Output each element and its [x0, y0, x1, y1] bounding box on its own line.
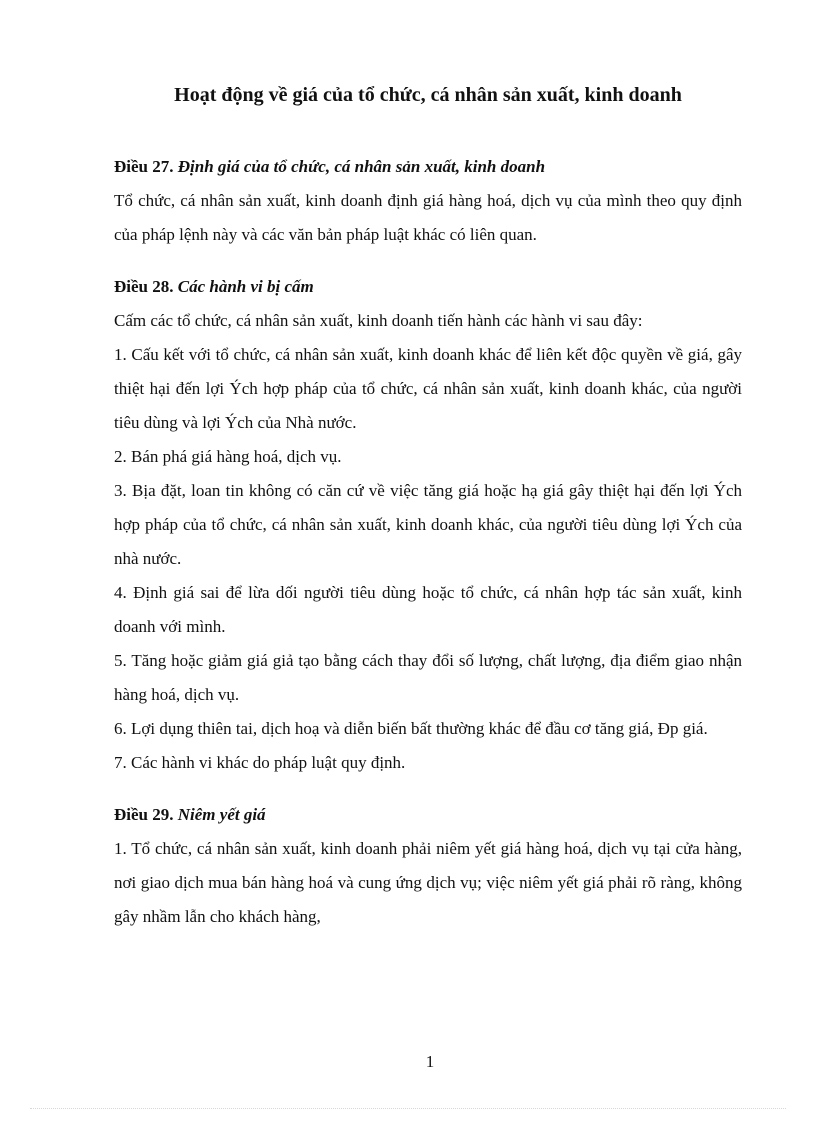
document-body [114, 150, 742, 934]
article-28 [114, 270, 742, 780]
article-name: Các hành vi bị cấm [177, 277, 314, 296]
article-heading [114, 270, 742, 304]
article-paragraph: 4. Định giá sai để lừa dối người tiêu dùng hoặc tổ chức, cá nhân hợp tác sản xuất, kinh doanh với mình. [114, 583, 742, 636]
article-paragraph: 6. Lợi dụng thiên tai, dịch hoạ và diễn biến bất thường khác để đầu cơ tăng giá, Đp giá. [114, 719, 708, 738]
article-paragraph: 1. Tổ chức, cá nhân sản xuất, kinh doanh phải niêm yết giá hàng hoá, dịch vụ tại cửa hàng, nơi giao dịch mua bán hàng hoá và cung ứng dịch vụ; việc niêm yết giá phải rõ ràng, không gây nhầm lẫn cho khách hàng, [114, 839, 742, 926]
article-heading [114, 150, 742, 184]
article-name: Định giá của tổ chức, cá nhân sản xuất, kinh doanh [177, 157, 546, 176]
article-paragraph: 1. Cấu kết với tổ chức, cá nhân sản xuất, kinh doanh khác để liên kết độc quyền về giá, gây thiệt hại đến lợi Ých hợp pháp của tổ chức, cá nhân sản xuất, kinh doanh khác, của người tiêu dùng và lợi Ých của Nhà nước. [114, 345, 742, 432]
page-bottom-divider [30, 1108, 786, 1109]
article-paragraph: Tổ chức, cá nhân sản xuất, kinh doanh định giá hàng hoá, dịch vụ của mình theo quy định của pháp lệnh này và các văn bản pháp luật khác có liên quan. [114, 191, 742, 244]
article-paragraph: 2. Bán phá giá hàng hoá, dịch vụ. [114, 447, 342, 466]
article-paragraph: 5. Tăng hoặc giảm giá giả tạo bằng cách thay đổi số lượng, chất lượng, địa điểm giao nhận hàng hoá, dịch vụ. [114, 651, 742, 704]
article-heading [114, 798, 742, 832]
article-number: Điều 27. [114, 157, 174, 176]
article-paragraph: Cấm các tổ chức, cá nhân sản xuất, kinh doanh tiến hành các hành vi sau đây: [114, 311, 643, 330]
article-27 [114, 150, 742, 252]
article-paragraph: 3. Bịa đặt, loan tin không có căn cứ về việc tăng giá hoặc hạ giá gây thiệt hại đến lợi Ých hợp pháp của tổ chức, cá nhân sản xuất, kinh doanh khác, của người tiêu dùng lợi Ých của nhà nước. [114, 481, 742, 568]
article-name: Niêm yết giá [177, 805, 266, 824]
page-number: 1 [425, 1052, 435, 1071]
article-number: Điều 29. [114, 805, 174, 824]
article-29 [114, 798, 742, 934]
document-title: Hoạt động về giá của tổ chức, cá nhân sản xuất, kinh doanh [174, 84, 682, 106]
article-paragraph: 7. Các hành vi khác do pháp luật quy định. [114, 753, 406, 772]
article-number: Điều 28. [114, 277, 174, 296]
